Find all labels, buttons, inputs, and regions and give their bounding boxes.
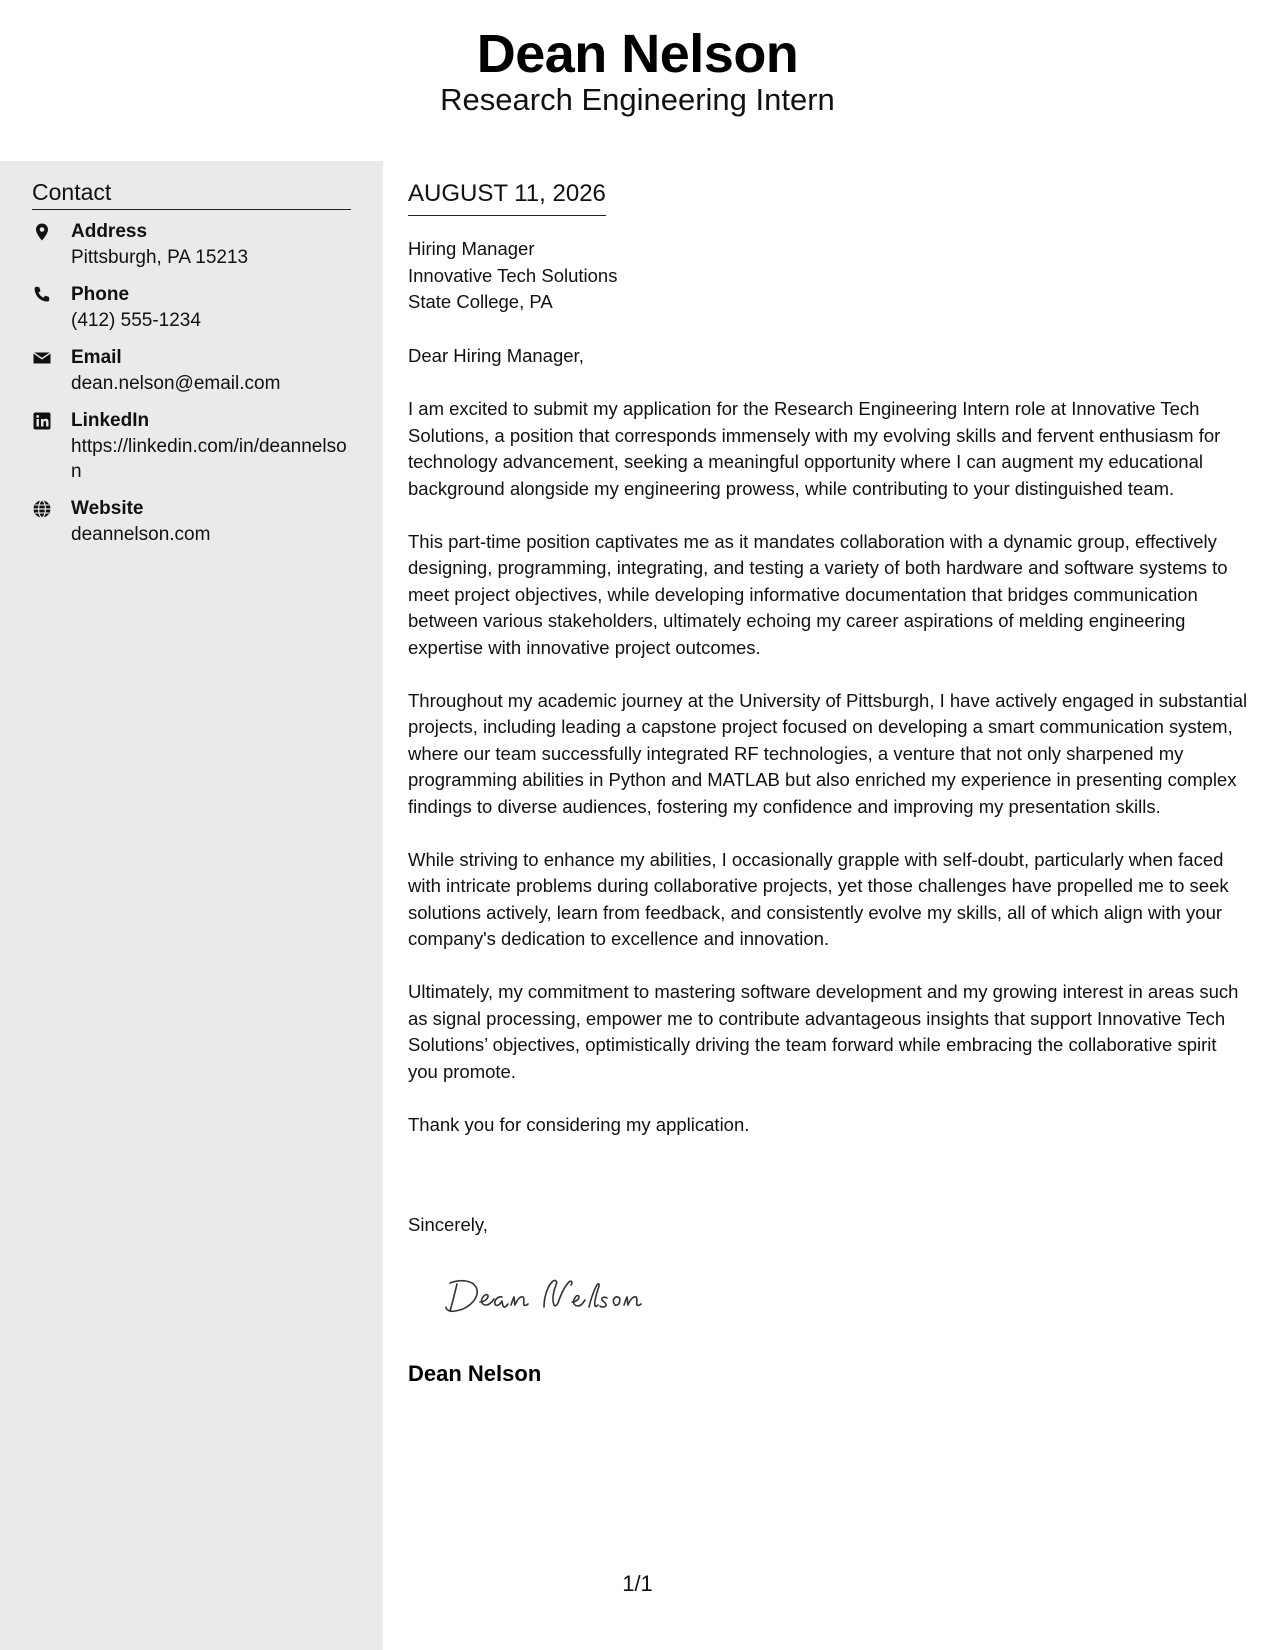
recipient-block <box>408 236 1248 316</box>
closing: Sincerely, <box>408 1214 488 1235</box>
contact-heading: Contact <box>32 177 351 210</box>
contact-label-email: Email <box>71 347 122 368</box>
contact-label-website: Website <box>71 498 144 519</box>
signature-image <box>440 1269 650 1321</box>
body-paragraph: While striving to enhance my abilities, I occasionally grapple with self-doubt, particularly when faced with intricate problems during collaborative projects, yet those challenges have propelled me to seek solutions actively, learn from feedback, and consistently evolve my skills, all of which align with your company's dedication to excellence and innovation. <box>408 848 1229 949</box>
contact-label-address: Address <box>71 221 148 242</box>
contact-label-linkedin: LinkedIn <box>71 410 150 431</box>
contact-value-phone: (412) 555-1234 <box>71 310 201 331</box>
signer-name: Dean Nelson <box>408 1361 542 1386</box>
contact-value-address: Pittsburgh, PA 15213 <box>71 247 249 268</box>
map-pin-icon <box>32 222 52 242</box>
contact-item-linkedin <box>32 408 352 484</box>
contact-list <box>32 219 352 559</box>
contact-item-website <box>32 496 352 547</box>
contact-item-email <box>32 345 352 396</box>
contact-value-website[interactable]: deannelson.com <box>71 524 211 545</box>
applicant-name: Dean Nelson <box>476 24 799 84</box>
body-paragraph: I am excited to submit my application for the Research Engineering Intern role at Innovative Tech Solutions, a position that corresponds immensely with my evolving skills and fervent enthusiasm for technology advancement, seeking a meaningful opportunity where I can augment my educational background alongside my engineering prowess, while contributing to your distinguished team. <box>408 398 1221 499</box>
contact-item-address <box>32 219 352 270</box>
letter-body <box>408 343 1248 1165</box>
body-paragraph: This part-time position captivates me as it mandates collaboration with a dynamic group, effectively designing, programming, integrating, and testing a variety of both hardware and software systems to meet project objectives, while developing informative documentation that bridges communication between various stakeholders, ultimately echoing my career aspirations of melding engineering expertise with innovative project outcomes. <box>408 530 1228 658</box>
envelope-icon <box>32 348 52 368</box>
recipient-line: State College, PA <box>408 291 553 312</box>
salutation: Dear Hiring Manager, <box>408 345 584 366</box>
phone-icon <box>32 285 52 305</box>
page-number <box>0 1570 1275 1598</box>
document-header <box>0 0 1275 161</box>
contact-label-phone: Phone <box>71 284 130 305</box>
recipient-line: Innovative Tech Solutions <box>408 264 618 286</box>
letter-date: AUGUST 11, 2026 <box>408 179 606 216</box>
globe-icon <box>32 499 52 519</box>
page-number-text: 1/1 <box>622 1571 653 1596</box>
contact-value-email: dean.nelson@email.com <box>71 373 281 394</box>
contact-value-linkedin[interactable]: https://linkedin.com/in/deannelson <box>71 436 347 482</box>
body-paragraph: Thank you for considering my application. <box>408 1113 750 1135</box>
recipient-line: Hiring Manager <box>408 238 535 259</box>
body-paragraph: Throughout my academic journey at the University of Pittsburgh, I have actively engaged in substantial projects, including leading a capstone project focused on developing a smart communication system, where our team successfully integrated RF technologies, a venture that not only sharpened my programming abilities in Python and MATLAB but also enriched my experience in presenting complex findings to diverse audiences, fostering my confidence and improving my presentation skills. <box>408 689 1248 817</box>
body-paragraph: Ultimately, my commitment to mastering software development and my growing interest in areas such as signal processing, empower me to contribute advantageous insights that support Innovative Tech Solutions’ objectives, optimistically driving the team forward while embracing the collaborative spirit you promote. <box>408 981 1239 1082</box>
linkedin-icon <box>32 411 52 431</box>
contact-item-phone <box>32 282 352 333</box>
applicant-role: Research Engineering Intern <box>440 82 835 117</box>
contact-sidebar <box>0 161 383 1650</box>
